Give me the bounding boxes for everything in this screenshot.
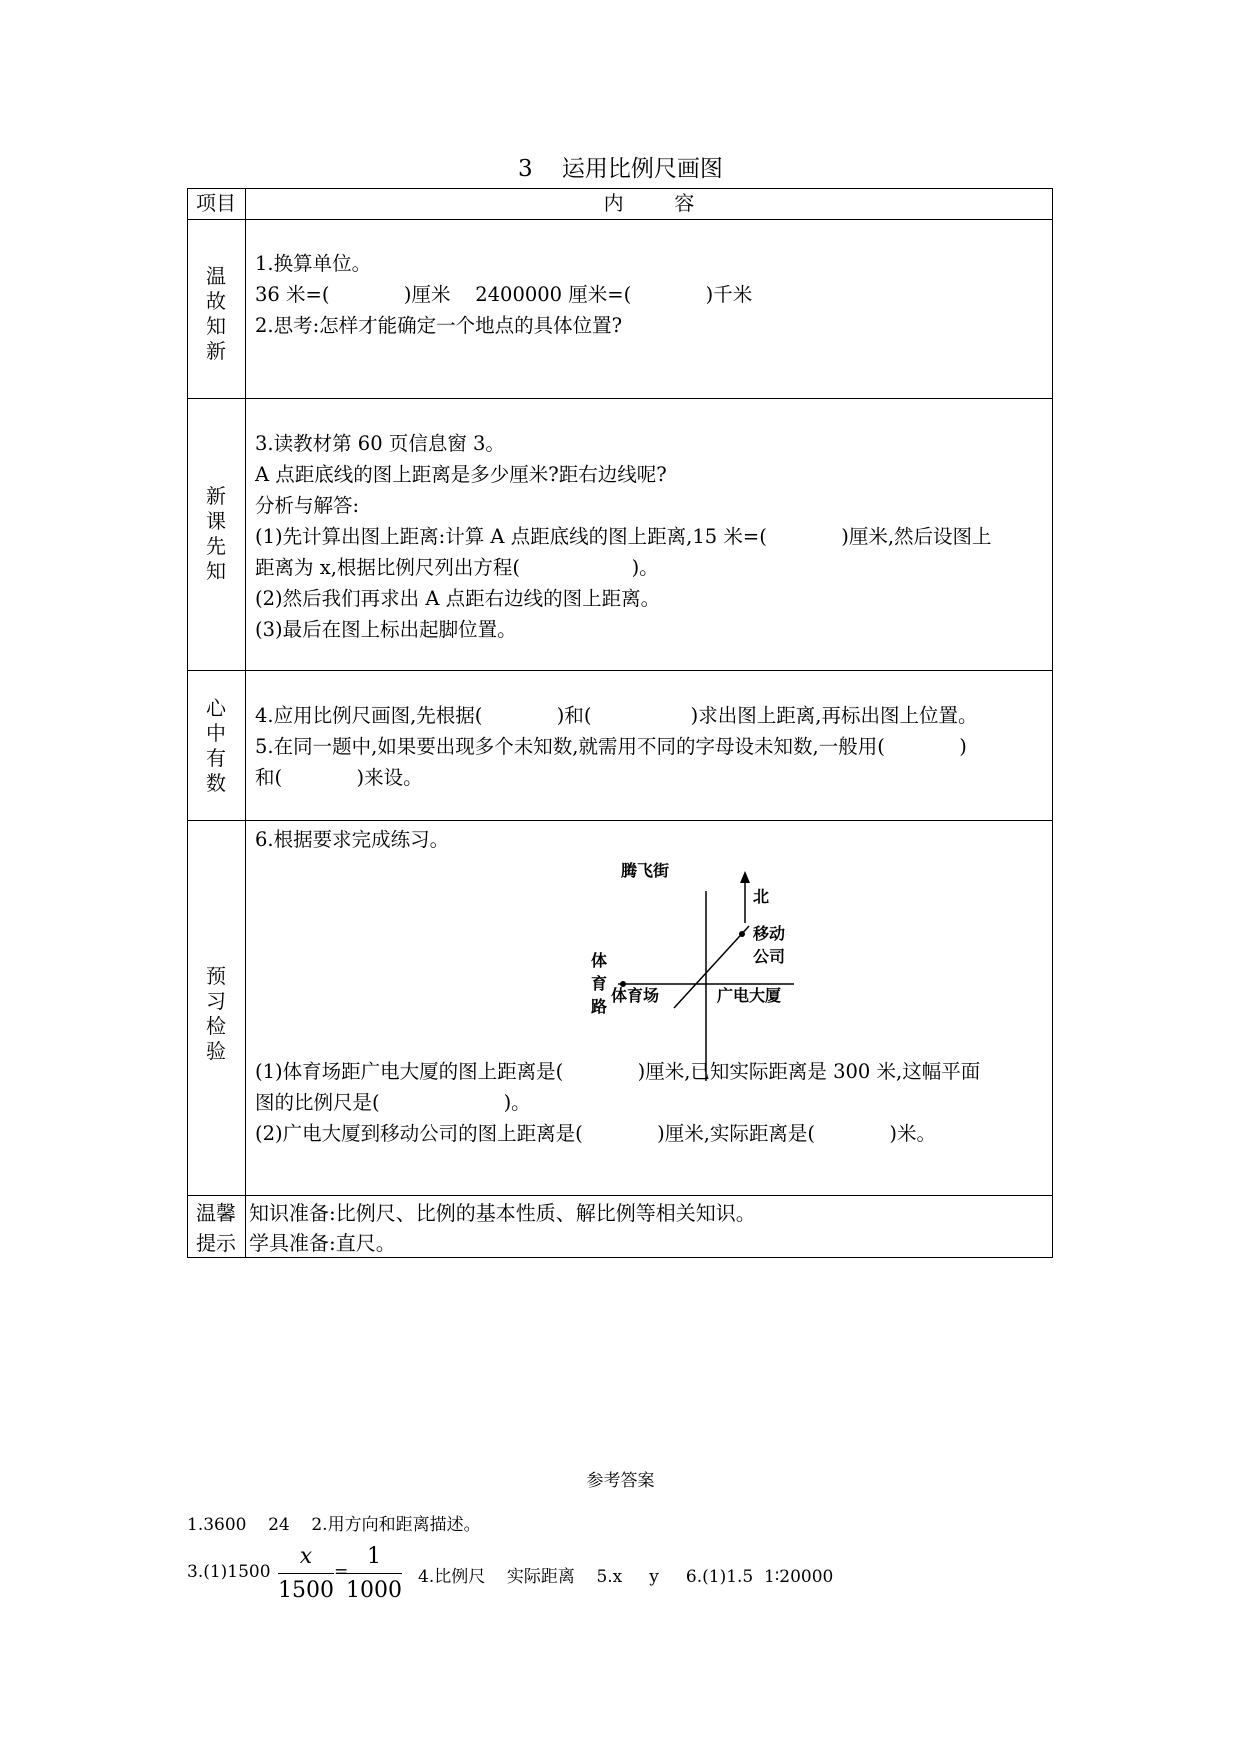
tips-label-1: 温馨 [196, 1201, 236, 1225]
row-content-new-lesson: 3.读教材第 60 页信息窗 3。 A 点距底线的图上距离是多少厘米?距右边线呢? 分析与解答: (1)先计算出图上距离:计算 A 点距底线的图上距离,15 米=( )厘米,然后设图上 距离为 x,根据比例尺列出方程( )。 (2)然后我们再求出 A 点距右边线的图上距离。 (3)最后在图上标出起脚位置。 [255, 432, 992, 641]
row-content-summary: 4.应用比例尺画图,先根据( )和( )求出图上距离,再标出图上位置。 5.在同一题中,如果要出现多个未知数,就需用不同的字母设未知数,一般用( ) 和( )来设。 [255, 704, 978, 789]
answers-line-2-prefix: 3.(1)1500 [187, 1562, 271, 1582]
fraction-1-over-1000: $\frac{1}{1000}$ [346, 1541, 402, 1608]
row-divider [187, 1195, 1053, 1196]
tips-label-2: 提示 [196, 1231, 236, 1255]
row-intro-check: 6.根据要求完成练习。 [255, 828, 450, 851]
north-label: 北 [753, 887, 770, 906]
tips-tools: 学具准备:直尺。 [249, 1231, 396, 1255]
mobile-company-point [739, 931, 745, 937]
tips-knowledge: 知识准备:比例尺、比例的基本性质、解比例等相关知识。 [249, 1201, 756, 1225]
row-label-check: 预 习 检 验 [206, 964, 226, 1063]
column-divider [245, 188, 246, 1258]
row-divider [187, 398, 1053, 399]
row-label-review: 温 故 知 新 [206, 264, 226, 363]
table-border-top [187, 188, 1053, 189]
header-divider [187, 219, 1053, 220]
row-divider [187, 820, 1053, 821]
row-label-summary: 心 中 有 数 [206, 696, 226, 795]
lesson-table [187, 188, 1053, 1258]
mobile-company-label-2: 公司 [753, 947, 786, 966]
row-label-new-lesson: 新 课 先 知 [206, 484, 226, 583]
page-title: 3 运用比例尺画图 [518, 156, 723, 182]
road-label-char-3: 路 [591, 997, 608, 1016]
stadium-label: 体育场 [611, 986, 660, 1005]
north-arrowhead-icon [740, 871, 750, 883]
mobile-company-label-1: 移动 [753, 924, 786, 943]
road-label-char-2: 育 [591, 974, 608, 993]
header-item: 项目 [196, 191, 236, 215]
header-content: 内 容 [603, 191, 695, 215]
equals-sign: = [334, 1562, 349, 1582]
answers-line-2-suffix: 4.比例尺 实际距离 5.x y 6.(1)1.5 1∶20000 [418, 1567, 834, 1587]
answers-title: 参考答案 [586, 1471, 655, 1491]
road-label-char-1: 体 [591, 951, 608, 970]
row-divider [187, 670, 1053, 671]
row-content-check: (1)体育场距广电大厦的图上距离是( )厘米,已知实际距离是 300 米,这幅平面 图的比例尺是( )。 (2)广电大厦到移动公司的图上距离是( )厘米,实际距离是( )米。 [255, 1060, 981, 1145]
street-label-tengfei: 腾飞街 [621, 861, 670, 880]
fraction-x-over-1500: $\frac{x}{1500}$ [278, 1541, 334, 1608]
tv-building-label: 广电大厦 [717, 986, 782, 1005]
table-border-right [1052, 188, 1053, 1258]
row-content-review: 1.换算单位。 36 米=( )厘米 2400000 厘米=( )千米 2.思考:怎样才能确定一个地点的具体位置? [255, 252, 753, 337]
answers-line-1: 1.3600 24 2.用方向和距离描述。 [187, 1515, 481, 1535]
